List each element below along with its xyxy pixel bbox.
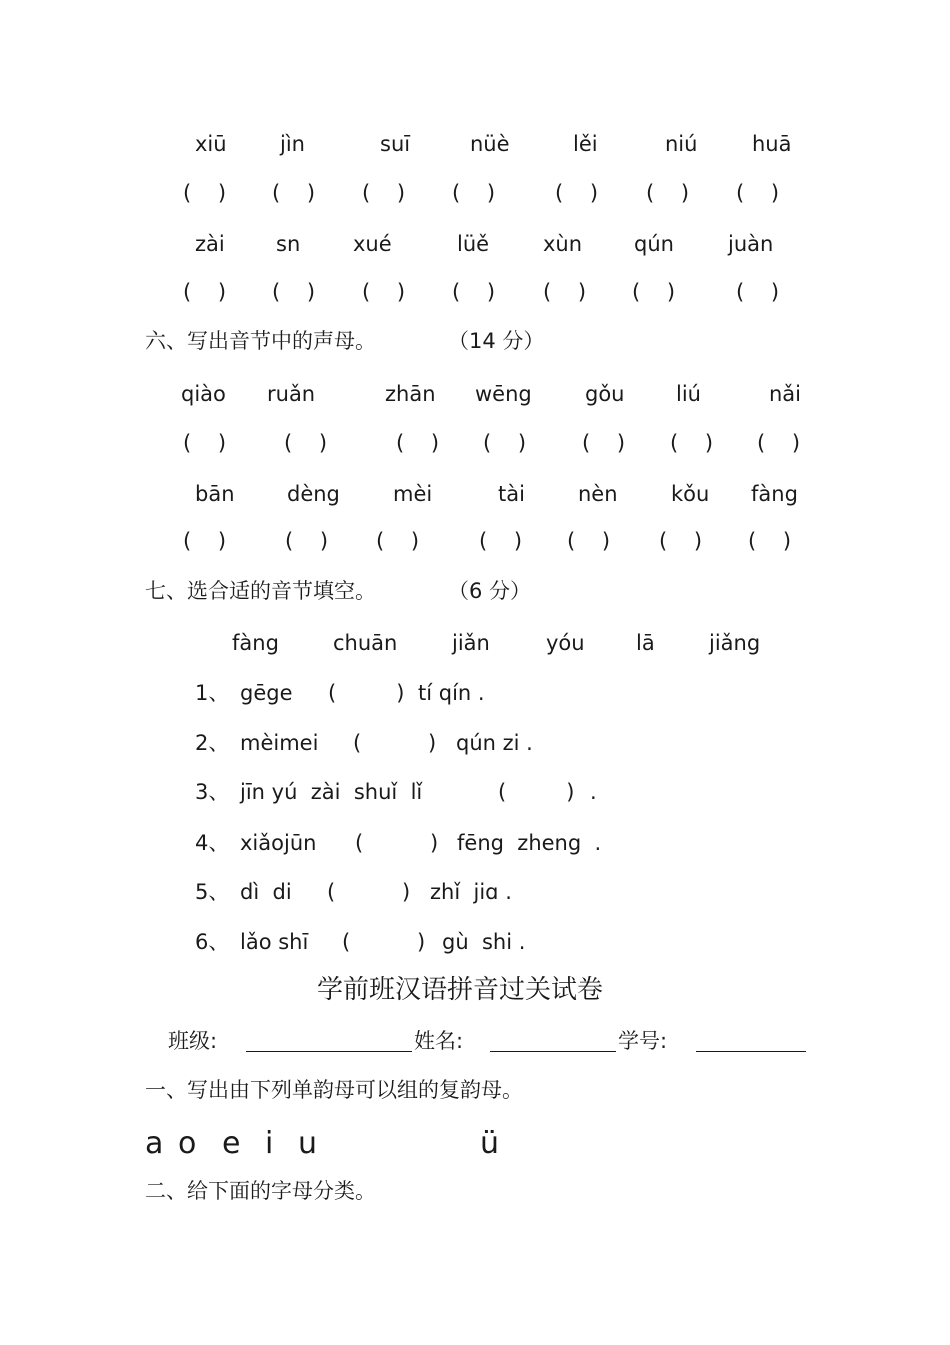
answer-blank[interactable]: ( ) bbox=[646, 181, 690, 205]
section-6-score: （14 分） bbox=[448, 329, 545, 353]
answer-blank[interactable]: ( ) bbox=[285, 529, 329, 553]
answer-blank[interactable]: ( ) bbox=[284, 431, 328, 455]
syllable: dèng bbox=[287, 482, 340, 506]
item-text-after: zhǐ jiɑ . bbox=[430, 880, 512, 904]
syllable: kǒu bbox=[671, 482, 710, 506]
vowel-letter: u bbox=[298, 1126, 318, 1161]
syllable: mèi bbox=[393, 482, 433, 506]
item-text-after: gù shi . bbox=[442, 930, 526, 954]
item-text-before: xiǎojūn bbox=[240, 831, 317, 855]
syllable: lěi bbox=[573, 132, 598, 156]
item-text-before: gēge bbox=[240, 681, 293, 705]
syllable: tài bbox=[498, 482, 525, 506]
syllable: bān bbox=[195, 482, 235, 506]
syllable: niú bbox=[665, 132, 698, 156]
item-number: 4、 bbox=[195, 831, 230, 855]
item-text-after: . bbox=[590, 780, 597, 804]
item-number: 2、 bbox=[195, 731, 230, 755]
vowel-letter: a bbox=[145, 1126, 164, 1161]
item-text-after: tí qín . bbox=[418, 681, 485, 705]
syllable: liú bbox=[676, 382, 701, 406]
answer-blank[interactable]: ( ) bbox=[479, 529, 523, 553]
item-number: 1、 bbox=[195, 681, 230, 705]
answer-blank[interactable]: ( ) bbox=[376, 529, 420, 553]
answer-blank[interactable]: ( ) bbox=[353, 731, 437, 755]
vowel-letter: o bbox=[178, 1126, 197, 1161]
syllable: nǎi bbox=[769, 382, 802, 406]
section-7-title: 七、选合适的音节填空。 bbox=[145, 579, 376, 603]
exam-title: 学前班汉语拼音过关试卷 bbox=[317, 975, 604, 1005]
answer-blank[interactable]: ( ) bbox=[757, 431, 801, 455]
answer-blank[interactable]: ( ) bbox=[452, 280, 496, 304]
answer-blank[interactable]: ( ) bbox=[328, 681, 405, 705]
syllable: xué bbox=[353, 232, 392, 256]
item-text-after: qún zi . bbox=[456, 731, 533, 755]
option-syllable: jiǎng bbox=[709, 631, 761, 655]
syllable: fàng bbox=[751, 482, 798, 506]
answer-blank[interactable]: ( ) bbox=[670, 431, 714, 455]
item-number: 6、 bbox=[195, 930, 230, 954]
syllable: zài bbox=[195, 232, 225, 256]
answer-blank[interactable]: ( ) bbox=[452, 181, 496, 205]
vowel-letter: i bbox=[265, 1126, 274, 1161]
item-number: 5、 bbox=[195, 880, 230, 904]
syllable: huā bbox=[752, 132, 792, 156]
answer-blank[interactable]: ( ) bbox=[632, 280, 676, 304]
answer-blank[interactable]: ( ) bbox=[659, 529, 703, 553]
option-syllable: chuān bbox=[333, 631, 398, 655]
syllable: wēng bbox=[475, 382, 532, 406]
item-text-before: mèimei bbox=[240, 731, 319, 755]
answer-blank[interactable]: ( ) bbox=[272, 280, 316, 304]
answer-blank[interactable]: ( ) bbox=[327, 880, 411, 904]
option-syllable: fàng bbox=[232, 631, 279, 655]
class-field[interactable] bbox=[246, 1051, 412, 1052]
syllable: nüè bbox=[470, 132, 510, 156]
answer-blank[interactable]: ( ) bbox=[582, 431, 626, 455]
answer-blank[interactable]: ( ) bbox=[362, 280, 406, 304]
item-text-after: fēng zheng . bbox=[457, 831, 602, 855]
student-id-field[interactable] bbox=[696, 1051, 806, 1052]
answer-blank[interactable]: ( ) bbox=[355, 831, 439, 855]
section-6-title: 六、写出音节中的声母。 bbox=[145, 329, 376, 353]
answer-blank[interactable]: ( ) bbox=[748, 529, 792, 553]
syllable: nèn bbox=[578, 482, 618, 506]
answer-blank[interactable]: ( ) bbox=[498, 780, 575, 804]
answer-blank[interactable]: ( ) bbox=[183, 529, 227, 553]
answer-blank[interactable]: ( ) bbox=[736, 280, 780, 304]
answer-blank[interactable]: ( ) bbox=[183, 181, 227, 205]
syllable: zhān bbox=[385, 382, 436, 406]
item-text-before: jīn yú zài shuǐ lǐ bbox=[240, 780, 423, 804]
item-text-before: lǎo shī bbox=[240, 930, 309, 954]
vowel-letter: e bbox=[222, 1126, 241, 1161]
syllable: xùn bbox=[543, 232, 583, 256]
option-syllable: yóu bbox=[546, 631, 585, 655]
option-syllable: jiǎn bbox=[452, 631, 490, 655]
student-id-label: 学号: bbox=[618, 1029, 668, 1053]
class-label: 班级: bbox=[168, 1029, 218, 1053]
answer-blank[interactable]: ( ) bbox=[183, 431, 227, 455]
answer-blank[interactable]: ( ) bbox=[362, 181, 406, 205]
syllable: jìn bbox=[280, 132, 305, 156]
syllable: lüě bbox=[457, 232, 490, 256]
syllable: gǒu bbox=[585, 382, 625, 406]
name-field[interactable] bbox=[490, 1051, 616, 1052]
answer-blank[interactable]: ( ) bbox=[555, 181, 599, 205]
vowel-letter: ü bbox=[480, 1126, 500, 1161]
answer-blank[interactable]: ( ) bbox=[272, 181, 316, 205]
answer-blank[interactable]: ( ) bbox=[543, 280, 587, 304]
syllable: juàn bbox=[728, 232, 774, 256]
section-1-title: 一、写出由下列单韵母可以组的复韵母。 bbox=[145, 1078, 523, 1102]
name-label: 姓名: bbox=[414, 1029, 464, 1053]
syllable: ruǎn bbox=[267, 382, 316, 406]
syllable: qún bbox=[634, 232, 674, 256]
section-2-title: 二、给下面的字母分类。 bbox=[145, 1179, 376, 1203]
answer-blank[interactable]: ( ) bbox=[483, 431, 527, 455]
answer-blank[interactable]: ( ) bbox=[342, 930, 426, 954]
answer-blank[interactable]: ( ) bbox=[567, 529, 611, 553]
syllable: suī bbox=[380, 132, 411, 156]
syllable: qiào bbox=[181, 382, 226, 406]
item-text-before: dì di bbox=[240, 880, 292, 904]
option-syllable: lā bbox=[636, 631, 655, 655]
answer-blank[interactable]: ( ) bbox=[396, 431, 440, 455]
syllable: sn bbox=[276, 232, 301, 256]
syllable: xiū bbox=[195, 132, 227, 156]
answer-blank[interactable]: ( ) bbox=[183, 280, 227, 304]
section-7-score: （6 分） bbox=[448, 579, 532, 603]
answer-blank[interactable]: ( ) bbox=[736, 181, 780, 205]
item-number: 3、 bbox=[195, 780, 230, 804]
